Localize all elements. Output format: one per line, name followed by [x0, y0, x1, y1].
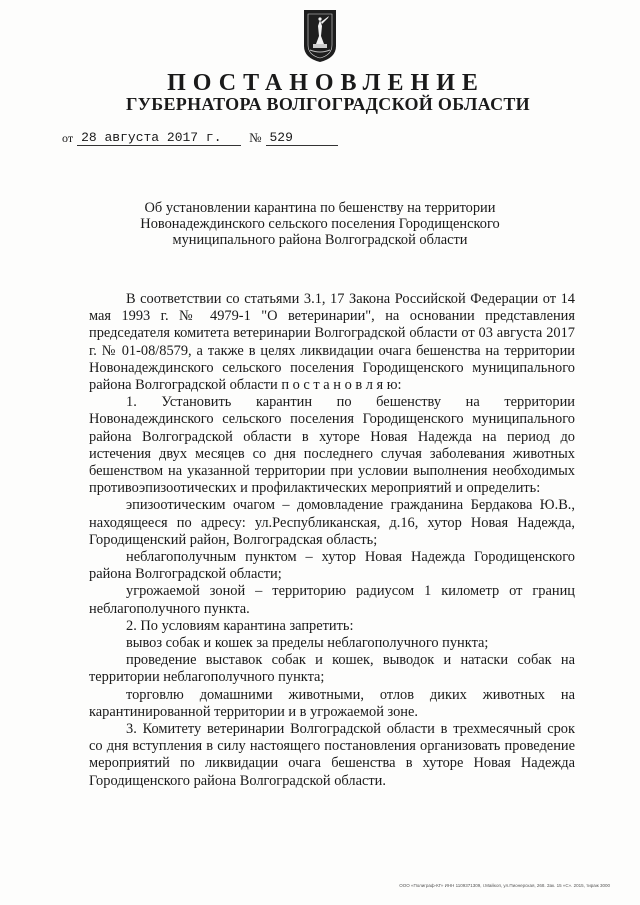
body-paragraph: В соответствии со статьями 3.1, 17 Закона Российской Федерации от 14 мая 1993 г. № 4979-1 "О ветеринарии", на основании представления председателя комитета ветеринарии Волгоградской области от 03 августа 2017 г. № 01-08/8579, а также в целях ликвидации очага бешенства на территории Новонадеждинского сельского поселения Городищенского муниципального района Волгоградской области п о с т а н о в л я ю:	[89, 291, 575, 394]
body-paragraph: 3. Комитету ветеринарии Волгоградской области в трехмесячный срок со дня вступления в силу настоящего постановления организовать проведение мероприятий по ликвидации очага бешенства в хуторе Новая Надежда Городищенского района Волгоградской области.	[89, 721, 575, 789]
body-paragraph: неблагополучным пунктом – хутор Новая Надежда Городищенского района Волгоградской области;	[89, 549, 575, 583]
print-imprint: ООО «Полиграф-КГ» ИНН 1109371309, г.Майкоп, ул.Пионерская, 268. Зак. 15 «С». 2015, тираж 3000	[399, 883, 610, 888]
subject-line: Об установлении карантина по бешенству на территории	[144, 200, 496, 216]
body-paragraph: 2. По условиям карантина запретить:	[126, 617, 354, 634]
body-paragraph: вывоз собак и кошек за пределы неблагополучного пункта;	[126, 635, 489, 652]
document-body	[89, 291, 575, 790]
body-paragraph: торговлю домашними животными, отлов диких животных на карантинированной территории и в угрожаемой зоне.	[89, 686, 575, 720]
document-title: ПОСТАНОВЛЕНИЕ	[167, 70, 485, 96]
document-subject	[80, 200, 560, 248]
body-paragraph: эпизоотическим очагом – домовладение гражданина Бердакова Ю.В., находящееся по адресу: ул.Республиканская, д.16, хутор Новая Надежда, Городищенский район, Волгоградская область;	[89, 497, 575, 548]
document-number: 529	[266, 130, 338, 146]
number-label: №	[249, 130, 262, 145]
date-from-label: от	[62, 131, 74, 145]
document-issuer: ГУБЕРНАТОРА ВОЛГОГРАДСКОЙ ОБЛАСТИ	[126, 94, 530, 114]
body-paragraph: 1. Установить карантин по бешенству на территории Новонадеждинского сельского поселения Городищенского муниципального района Волгоградской области в хуторе Новая Надежда на период до истечения двух месяцев со дня последнего случая заболевания животных бешенством на указанной территории при условии выполнения необходимых противоэпизоотических и профилактических мероприятий и определить:	[89, 394, 575, 497]
body-paragraph: угрожаемой зоной – территорию радиусом 1 километр от границ неблагополучного пункта.	[89, 583, 575, 617]
subject-line: муниципального района Волгоградской области	[172, 232, 468, 248]
body-paragraph: проведение выставок собак и кошек, выводок и натаски собак на территории неблагополучного пункта;	[89, 652, 575, 686]
document-date: 28 августа 2017 г.	[77, 130, 241, 146]
coat-of-arms-icon	[302, 8, 338, 64]
subject-line: Новонадеждинского сельского поселения Городищенского	[140, 216, 500, 232]
dateline	[62, 130, 338, 146]
